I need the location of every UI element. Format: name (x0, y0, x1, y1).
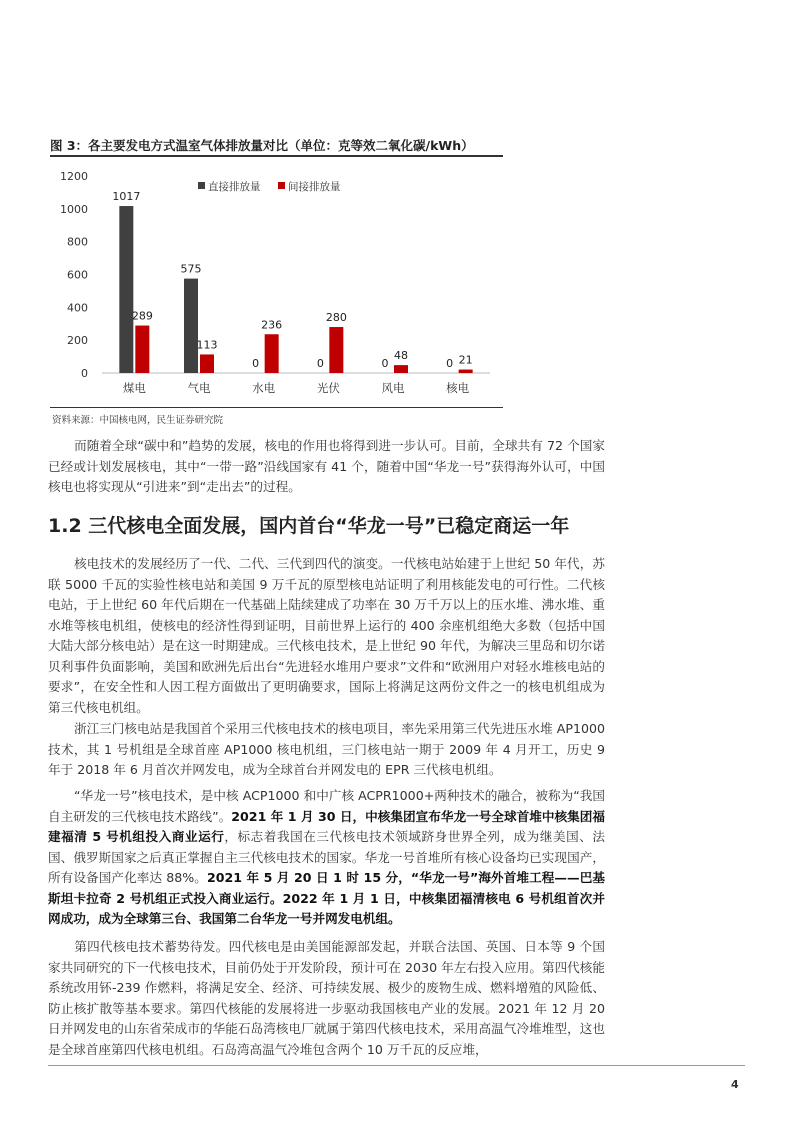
bar-direct (184, 279, 198, 373)
paragraph-hualong (48, 786, 605, 930)
bar-indirect (135, 326, 149, 373)
x-tick-label: 水电 (252, 381, 276, 395)
paragraph-text: ，标志着我国在三代核电技术领域跻身世界全列，成为继美国、法国、俄罗斯国家之后真正掌握自主三代核电技术的国家。华龙一号首堆所有核心设备均已实现国产，所有设备国产化率达 88%。 (48, 829, 606, 885)
section-heading: 1.2 三代核电全面发展，国内首台“华龙一号”已稳定商运一年 (48, 515, 570, 537)
x-tick-label: 光伏 (316, 381, 340, 395)
figure-source: 资料来源：中国核电网，民生证券研究院 (52, 415, 224, 426)
data-label: 21 (458, 353, 473, 367)
paragraph-text: 而随着全球“碳中和”趋势的发展，核电的作用也将得到进一步认可。目前，全球共有 72 个国家已经或计划发展核电，其中“一带一路”沿线国家有 41 个，随着中国“华龙一号”获得海外认可，中国核电也将实现从“引进来”到“走出去”的过程。 (48, 438, 605, 494)
bar-indirect (265, 334, 279, 373)
bar-indirect (394, 365, 408, 373)
x-tick-label: 气电 (187, 381, 211, 395)
data-label: 236 (261, 318, 283, 332)
bar-indirect (200, 354, 214, 373)
figure-top-rule (50, 155, 503, 157)
paragraph-sanmen (48, 719, 605, 781)
y-tick-label: 400 (67, 301, 88, 315)
figure-title: 图 3：各主要发电方式温室气体排放量对比（单位：克等效二氧化碳/kWh） (50, 138, 474, 153)
x-tick-label: 风电 (381, 381, 405, 395)
paragraph-text: 浙江三门核电站是我国首个采用三代核电技术的核电项目，率先采用第三代先进压水堆 AP1000 技术，其 1 号机组是全球首座 AP1000 核电机组，三门核电站一期于 2009 年 4 月开工，历史 9 年于 2018 年 6 月首次并网发电，成为全球首台并网发电的 EPR 三代核电机组。 (48, 721, 605, 777)
y-tick-label: 200 (67, 334, 88, 348)
y-tick-label: 1000 (60, 202, 88, 216)
y-tick-label: 800 (67, 235, 88, 249)
data-label: 0 (381, 357, 389, 370)
legend-label: 直接排放量 (208, 181, 261, 193)
paragraph-text: “华龙一号”核电技术，是中核 ACP1000 和中广核 ACPR1000+两种技术的融合，被称为“我国自主研发的三代核电技术路线”。 (48, 788, 605, 824)
legend-swatch (278, 182, 285, 189)
legend-label: 间接排放量 (288, 181, 341, 193)
paragraph-bold-text: 2021 年 1 月 30 日，中核集团宣布华龙一号全球首堆中核集团福建福清 5 号机组投入商业运行 (48, 808, 605, 844)
data-label: 113 (196, 338, 218, 352)
paragraph-fourth-gen (48, 937, 605, 1060)
y-tick-label: 1200 (60, 170, 88, 183)
paragraph-generations (48, 554, 605, 718)
paragraph-text: 核电技术的发展经历了一代、二代、三代到四代的演变。一代核电站始建于上世纪 50 年代，苏联 5000 千瓦的实验性核电站和美国 9 万千瓦的原型核电站证明了利用核能发电的可行性。二代核电站，于上世纪 60 年代后期在一代基础上陆续建成了功率在 30 万千万以上的压水堆、沸水堆、重水堆等核电机组，使核电的经济性得到证明，目前世界上运行的 400 余座机组绝大多数（包括中国大陆大部分核电站）是在这一时期建成。三代核电技术，是上世纪 90 年代，为解决三里岛和切尔诺贝利事件负面影响，美国和欧洲先后出台“先进轻水堆用户要求”文件和“欧洲用户对轻水堆核电站的要求”，在安全性和人因工程方面做出了更明确要求，国际上将满足这两份文件之一的核电机组成为第三代核电机组。 (48, 556, 605, 715)
emissions-bar-chart (50, 160, 503, 405)
y-tick-label: 0 (81, 367, 88, 380)
paragraph-carbon-neutral (48, 436, 605, 498)
bar-indirect (329, 327, 343, 373)
data-label: 1017 (112, 190, 141, 204)
data-label: 0 (316, 357, 324, 370)
bar-indirect (459, 370, 473, 373)
data-label: 0 (446, 357, 454, 370)
data-label: 0 (252, 357, 260, 370)
data-label: 575 (180, 262, 202, 276)
footer-rule (48, 1065, 745, 1066)
x-tick-label: 核电 (446, 381, 470, 395)
y-tick-label: 600 (67, 268, 88, 282)
x-tick-label: 煤电 (122, 381, 146, 395)
data-label: 280 (325, 311, 347, 325)
paragraph-text: 第四代核电技术蓄势待发。四代核电是由美国能源部发起，并联合法国、英国、日本等 9 个国家共同研究的下一代核电技术，目前仍处于开发阶段，预计可在 2030 年左右投入应用。第四代核能系统改用钚-239 作燃料，将满足安全、经济、可持续发展、极少的废物生成、燃料增殖的风险低、防止核扩散等基本要求。第四代核能的发展将进一步驱动我国核电产业的发展。2021 年 12 月 20 日并网发电的山东省荣成市的华能石岛湾核电厂就属于第四代核电技术，采用高温气冷堆堆型，这也是全球首座第四代核电机组。石岛湾高温气冷堆包含两个 10 万千瓦的反应堆， (48, 939, 605, 1057)
page-number: 4 (731, 1078, 739, 1091)
paragraph-bold-text: 2021 年 5 月 20 日 1 时 15 分，“华龙一号”海外首堆工程——巴基斯坦卡拉奇 2 号机组正式投入商业运行。2022 年 1 月 1 日，中核集团福清核电 6 号机组首次并网成功，成为全球第三台、我国第二台华龙一号并网发电机组。 (48, 870, 605, 926)
figure-bottom-rule (50, 407, 503, 408)
bar-direct (119, 206, 133, 373)
data-label: 48 (394, 349, 408, 363)
data-label: 289 (131, 309, 153, 323)
legend-swatch (198, 182, 205, 189)
